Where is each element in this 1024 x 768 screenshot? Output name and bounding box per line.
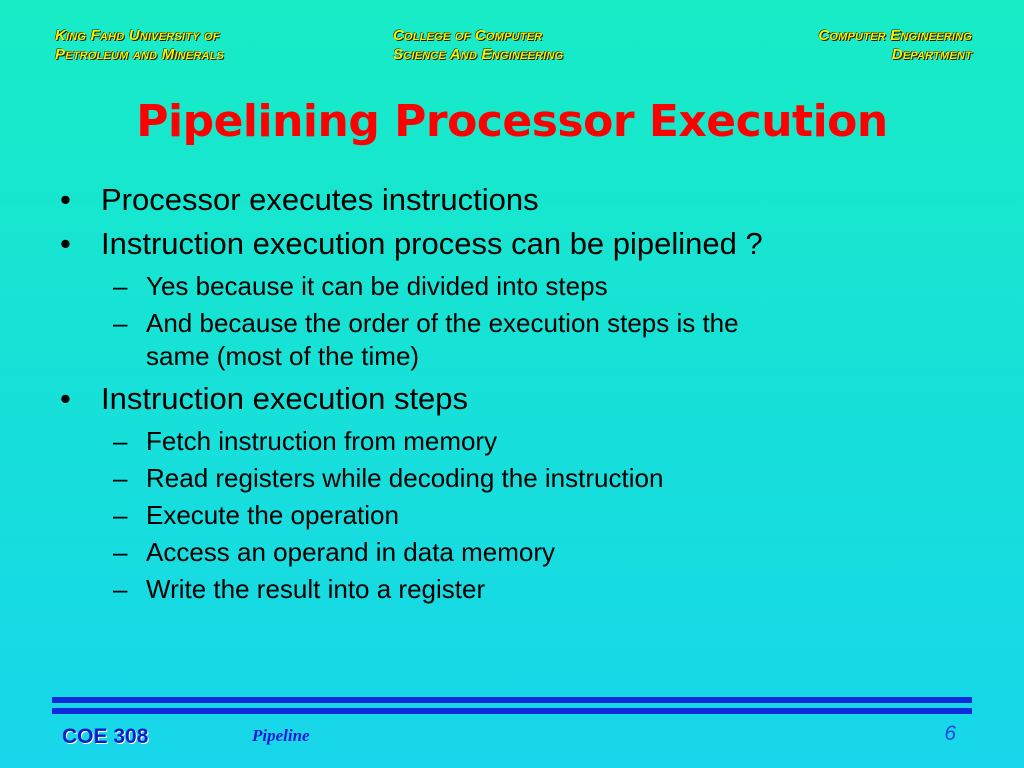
header-university-line-1: King Fahd University of xyxy=(55,27,220,44)
footer-divider-top xyxy=(52,697,972,703)
header-department-line-1: Computer Engineering xyxy=(818,27,972,44)
sub-bullet-text-line-2: same (most of the time) xyxy=(146,341,420,371)
bullet-text: Instruction execution process can be pipelined ? xyxy=(101,226,763,261)
header-college xyxy=(393,26,563,64)
dash-icon: – xyxy=(113,537,128,567)
sub-bullet-text: Execute the operation xyxy=(146,500,399,530)
dash-icon: – xyxy=(113,500,128,530)
bullet-icon: • xyxy=(60,226,71,261)
bullet-item xyxy=(55,178,985,222)
sub-bullet-item xyxy=(55,425,985,458)
slide-content xyxy=(55,178,985,610)
sub-bullet-item xyxy=(55,462,985,495)
bullet-icon: • xyxy=(60,381,71,416)
bullet-item xyxy=(55,377,985,421)
sub-bullet-text: Write the result into a register xyxy=(146,574,486,604)
sub-bullet-item xyxy=(55,499,985,532)
header-college-line-2: Science And Engineering xyxy=(393,46,564,63)
sub-bullet-item xyxy=(55,536,985,569)
footer-topic: Pipeline xyxy=(252,726,310,745)
header-university-line-2: Petroleum and Minerals xyxy=(55,46,225,63)
dash-icon: – xyxy=(113,271,128,301)
header-college-line-1: College of Computer xyxy=(393,27,543,44)
sub-bullet-text: Fetch instruction from memory xyxy=(146,426,498,456)
header-department xyxy=(818,26,972,64)
bullet-item xyxy=(55,222,985,266)
bullet-text: Processor executes instructions xyxy=(101,182,539,217)
sub-bullet-item xyxy=(55,573,985,606)
slide-title: Pipelining Processor Execution xyxy=(136,96,888,147)
sub-bullet-text: Yes because it can be divided into steps xyxy=(146,271,608,301)
dash-icon: – xyxy=(113,574,128,604)
sub-bullet-item xyxy=(55,270,985,303)
sub-bullet-text: Read registers while decoding the instruction xyxy=(146,463,664,493)
footer-course-code: COE 308 xyxy=(62,725,149,748)
page-number: 6 xyxy=(944,722,956,745)
dash-icon: – xyxy=(113,308,128,338)
sub-bullet-text: Access an operand in data memory xyxy=(146,537,555,567)
dash-icon: – xyxy=(113,426,128,456)
sub-bullet-text-line-1: And because the order of the execution steps is the xyxy=(146,308,739,338)
sub-bullet-item xyxy=(55,307,985,373)
bullet-text: Instruction execution steps xyxy=(101,381,469,416)
bullet-icon: • xyxy=(60,182,71,217)
dash-icon: – xyxy=(113,463,128,493)
footer-divider-bottom xyxy=(52,708,972,714)
header-university xyxy=(55,26,224,64)
header-department-line-2: Department xyxy=(891,46,972,63)
